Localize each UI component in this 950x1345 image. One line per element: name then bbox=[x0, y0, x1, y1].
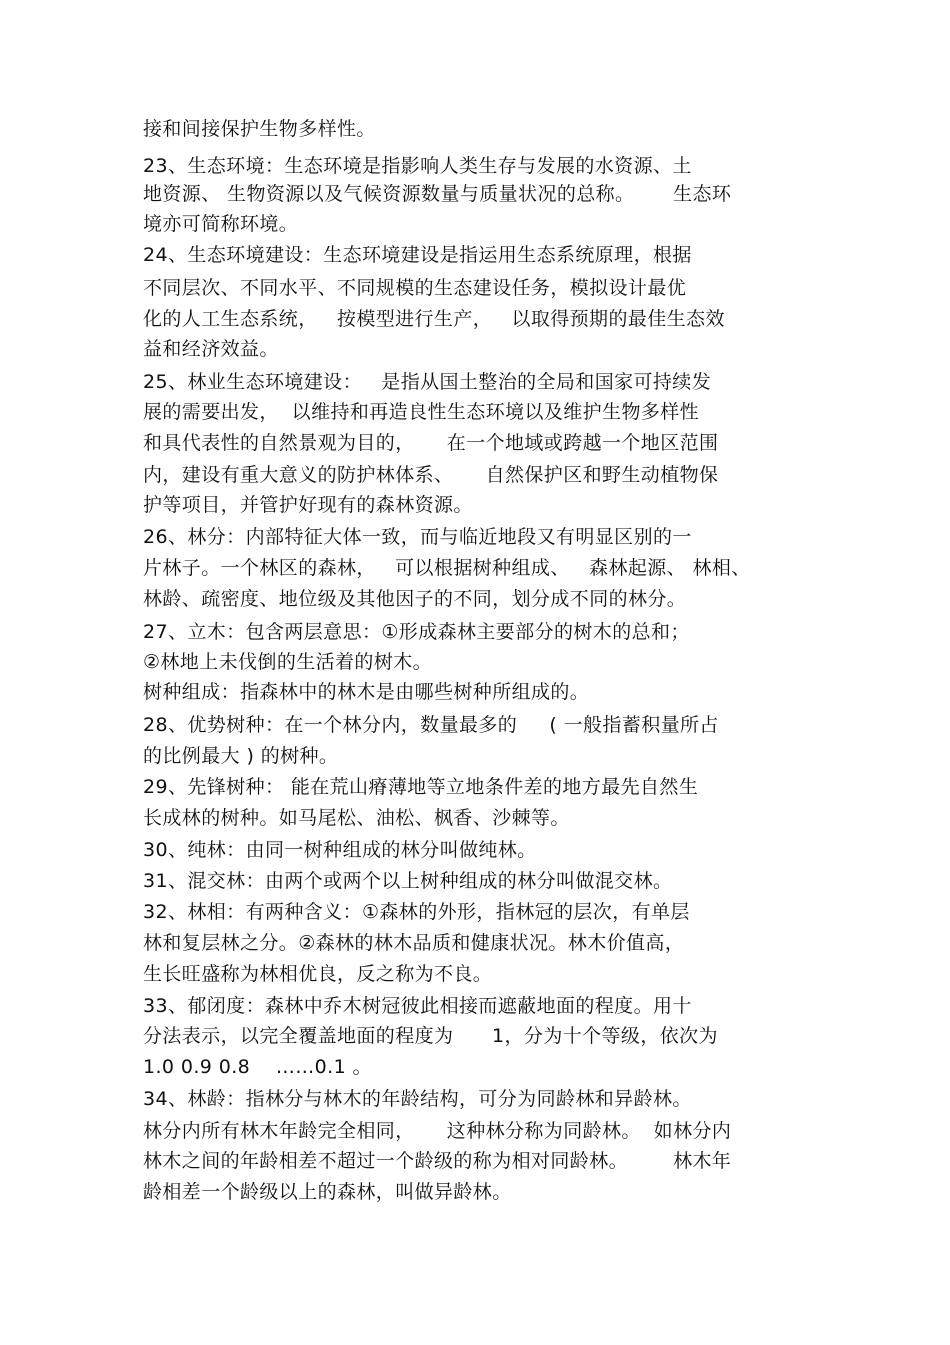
text-line: 分法表示，以完全覆盖地面的程度为 1，分为十个等级，依次为 bbox=[143, 1025, 718, 1047]
text-line: 展的需要出发， 以维持和再造良性生态环境以及维护生物多样性 bbox=[143, 401, 700, 423]
text-line: 地资源、 生物资源以及气候资源数量与质量状况的总称。 生态环 bbox=[143, 183, 732, 205]
text-line: 境亦可简称环境。 bbox=[143, 213, 299, 235]
text-line: 内，建设有重大意义的防护林体系、 自然保护区和野生动植物保 bbox=[143, 464, 719, 486]
text-line: 30、纯林：由同一树种组成的林分叫做纯林。 bbox=[143, 839, 537, 861]
text-line: 26、林分：内部特征大体一致，而与临近地段又有明显区别的一 bbox=[143, 526, 692, 548]
text-line: 林分内所有林木年龄完全相同， 这种林分称为同龄林。 如林分内 bbox=[143, 1120, 732, 1142]
text-line: ②林地上未伐倒的生活着的树木。 bbox=[143, 651, 433, 673]
text-line: 生长旺盛称为林相优良，反之称为不良。 bbox=[143, 963, 493, 985]
text-line: 林和复层林之分。②森林的林木品质和健康状况。林木价值高， bbox=[143, 932, 685, 954]
text-line: 31、混交林：由两个或两个以上树种组成的林分叫做混交林。 bbox=[143, 870, 673, 892]
text-line: 益和经济效益。 bbox=[143, 338, 279, 360]
text-line: 1.0 0.9 0.8 ……0.1 。 bbox=[143, 1056, 372, 1078]
text-line: 不同层次、不同水平、不同规模的生态建设任务，模拟设计最优 bbox=[143, 277, 687, 299]
text-line: 34、林龄：指林分与林木的年龄结构，可分为同龄林和异龄林。 bbox=[143, 1088, 692, 1110]
text-line: 33、郁闭度：森林中乔木树冠彼此相接而遮蔽地面的程度。用十 bbox=[143, 995, 692, 1017]
text-line: 28、优势树种：在一个林分内，数量最多的 ( 一般指蓄积量所占 bbox=[143, 714, 719, 736]
text-line: 护等项目，并管护好现有的森林资源。 bbox=[143, 494, 473, 516]
text-line: 片林子。一个林区的森林， 可以根据树种组成、 森林起源、 林相、 bbox=[143, 557, 751, 579]
text-line: 龄相差一个龄级以上的森林，叫做异龄林。 bbox=[143, 1181, 512, 1203]
text-line: 林龄、疏密度、地位级及其他因子的不同，划分成不同的林分。 bbox=[143, 588, 687, 610]
text-line: 23、生态环境：生态环境是指影响人类生存与发展的水资源、土 bbox=[143, 155, 692, 177]
text-line: 32、林相：有两种含义：①森林的外形，指林冠的层次，有单层 bbox=[143, 901, 690, 923]
text-line: 长成林的树种。如马尾松、油松、枫香、沙棘等。 bbox=[143, 807, 570, 829]
text-line: 25、林业生态环境建设： 是指从国土整治的全局和国家可持续发 bbox=[143, 371, 712, 393]
text-line: 树种组成：指森林中的林木是由哪些树种所组成的。 bbox=[143, 681, 590, 703]
text-line: 24、生态环境建设：生态环境建设是指运用生态系统原理，根据 bbox=[143, 244, 692, 266]
text-line: 林木之间的年龄相差不超过一个龄级的称为相对同龄林。 林木年 bbox=[143, 1150, 732, 1172]
text-line: 和具代表性的自然景观为目的， 在一个地域或跨越一个地区范围 bbox=[143, 432, 719, 454]
text-line: 27、立木：包含两层意思：①形成森林主要部分的树木的总和； bbox=[143, 621, 690, 643]
text-line: 的比例最大 ) 的树种。 bbox=[143, 745, 339, 767]
text-line: 29、先锋树种： 能在荒山瘠薄地等立地条件差的地方最先自然生 bbox=[143, 776, 699, 798]
text-line: 接和间接保护生物多样性。 bbox=[143, 118, 376, 140]
text-line: 化的人工生态系统， 按模型进行生产， 以取得预期的最佳生态效 bbox=[143, 308, 725, 330]
